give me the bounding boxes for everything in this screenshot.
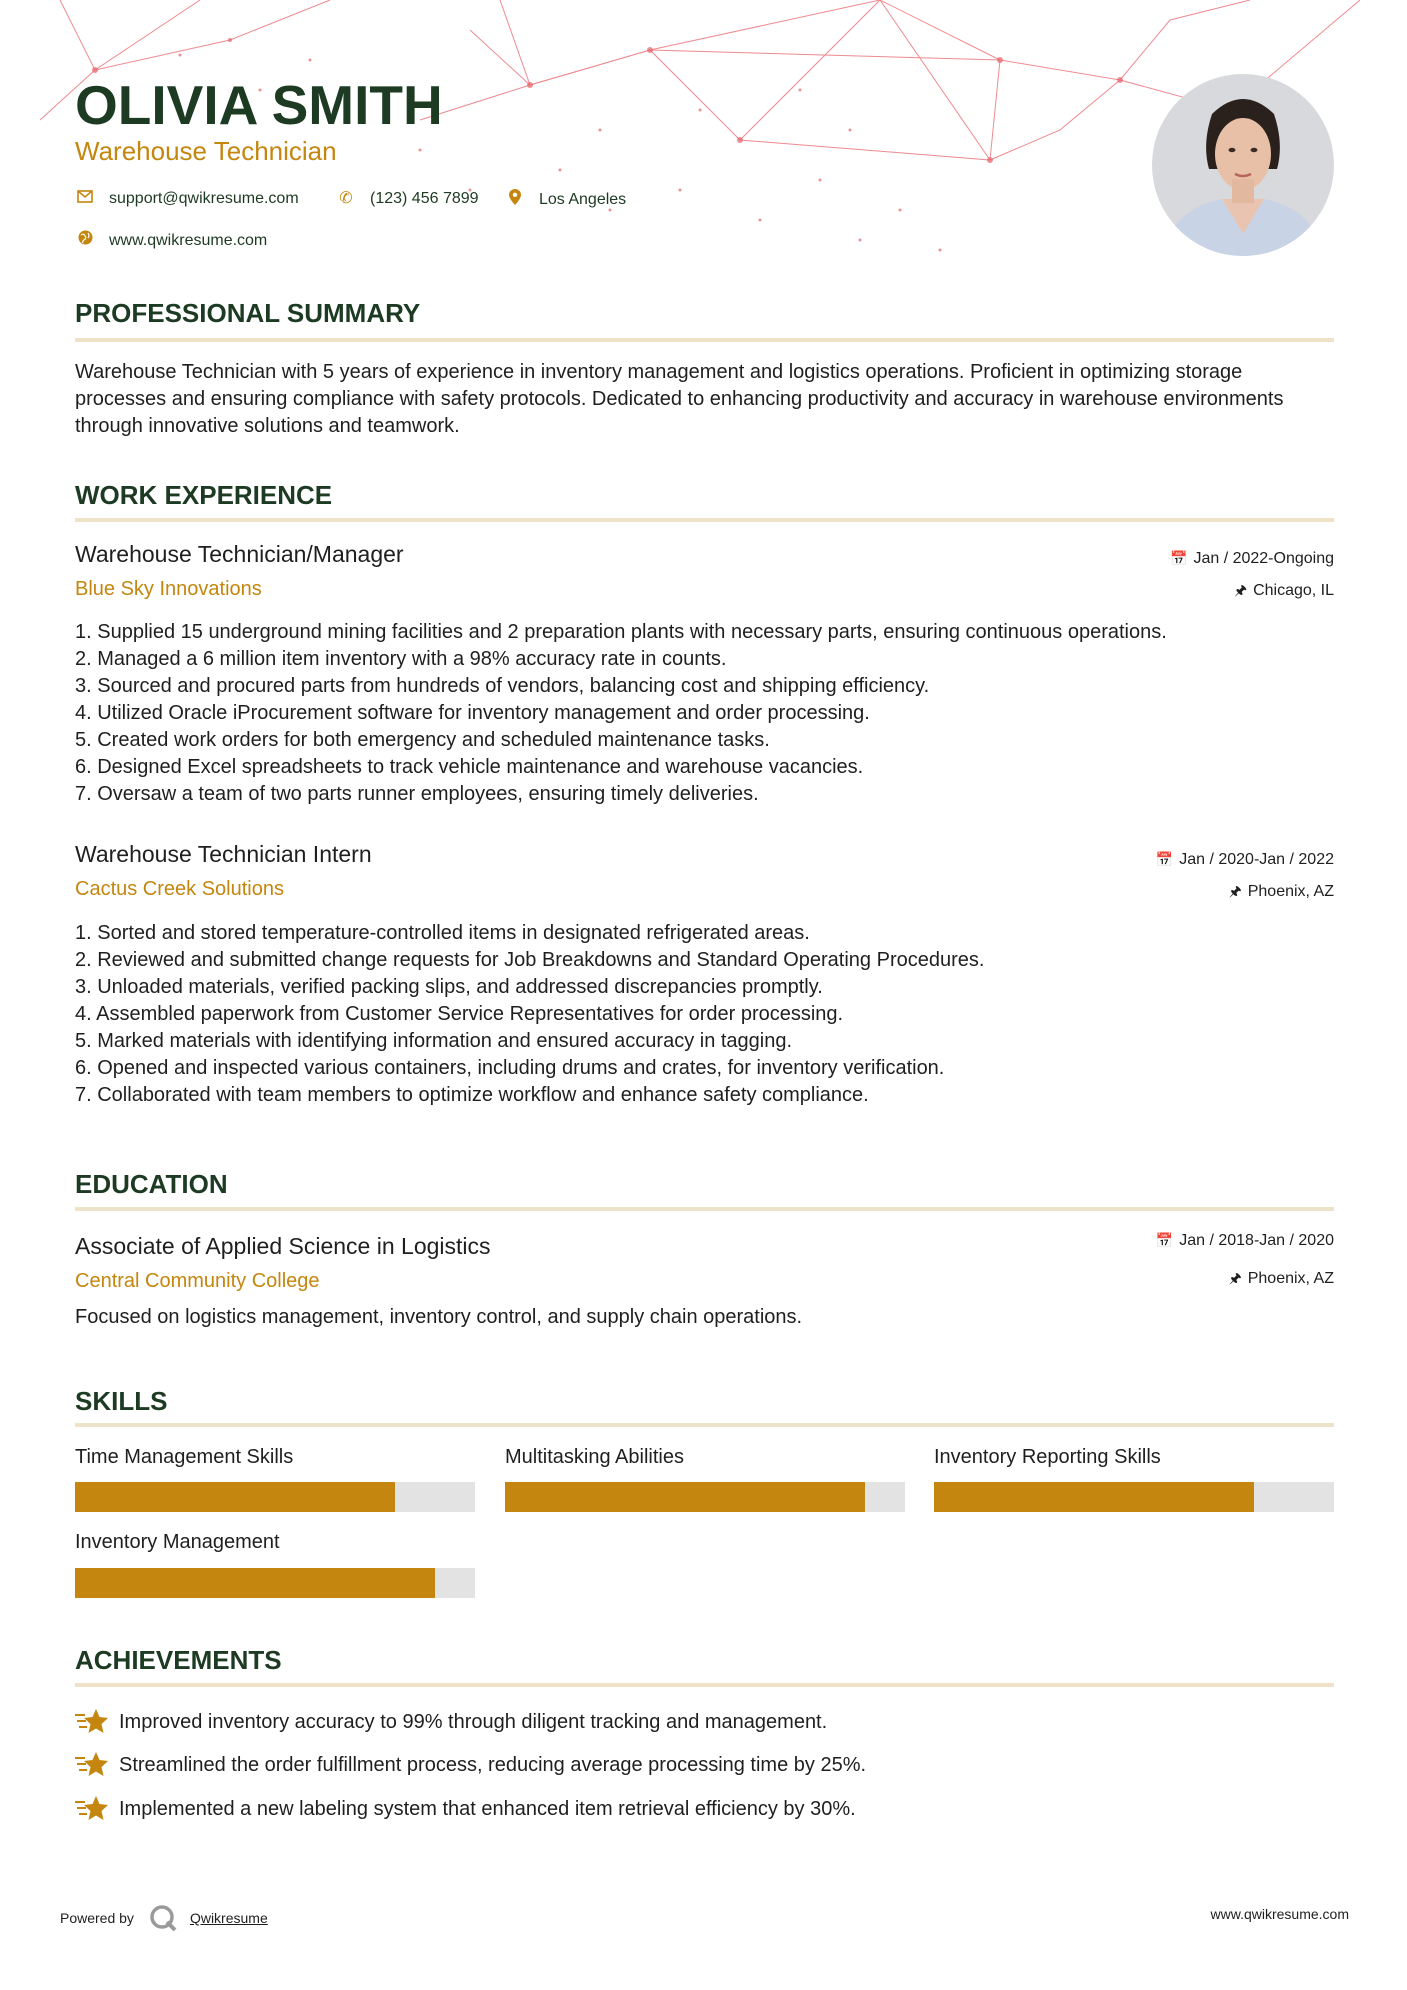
contact-phone[interactable]: [336, 189, 479, 209]
section-divider: [75, 1683, 1334, 1687]
star-icon: [75, 1707, 109, 1737]
footer-website[interactable]: www.qwikresume.com: [1210, 1906, 1349, 1922]
contact-email[interactable]: [75, 189, 299, 209]
job-location-text: Phoenix, AZ: [1247, 883, 1334, 900]
summary-heading: PROFESSIONAL SUMMARY: [75, 298, 421, 328]
list-item: 1. Sorted and stored temperature-controlled items in designated refrigerated areas.: [75, 922, 810, 944]
achievements-heading: ACHIEVEMENTS: [75, 1645, 282, 1675]
location-text: Los Angeles: [539, 191, 627, 208]
job-title: Warehouse Technician Intern: [75, 841, 372, 867]
achievement-text: Streamlined the order fulfillment process, reducing average processing time by 25%.: [119, 1754, 867, 1776]
map-pin-icon: [505, 189, 525, 211]
job-dates: [1170, 548, 1334, 569]
star-icon: [75, 1750, 109, 1780]
contact-website[interactable]: [75, 230, 267, 251]
list-item: 2. Reviewed and submitted change requests for Job Breakdowns and Standard Operating Procedures.: [75, 949, 985, 971]
job-dates-text: Jan / 2020-Jan / 2022: [1179, 851, 1334, 868]
phone-text[interactable]: (123) 456 7899: [370, 190, 479, 207]
achievement-item: [75, 1707, 827, 1737]
list-item: 4. Utilized Oracle iProcurement software for inventory management and order processing.: [75, 702, 870, 724]
job-company: Blue Sky Innovations: [75, 578, 262, 600]
experience-heading: WORK EXPERIENCE: [75, 480, 333, 510]
list-item: 6. Opened and inspected various containers, including drums and crates, for inventory verification.: [75, 1057, 945, 1079]
pin-icon: 🖈: [1228, 1270, 1242, 1286]
achievement-text: Improved inventory accuracy to 99% through diligent tracking and management.: [119, 1711, 828, 1733]
list-item: 2. Managed a 6 million item inventory with a 98% accuracy rate in counts.: [75, 648, 727, 670]
education-description: Focused on logistics management, inventory control, and supply chain operations.: [75, 1306, 803, 1328]
powered-by-text: Powered by: [60, 1910, 134, 1926]
star-icon: [75, 1794, 109, 1824]
job-responsibilities: [75, 619, 1334, 808]
job-title: Warehouse Technician/Manager: [75, 541, 404, 567]
skill-bar-fill: [75, 1482, 395, 1512]
section-divider: [75, 338, 1334, 342]
achievement-item: [75, 1794, 856, 1824]
skill-bar: [75, 1568, 475, 1598]
list-item: 5. Marked materials with identifying information and ensured accuracy in tagging.: [75, 1030, 793, 1052]
calendar-icon: 📅: [1155, 851, 1174, 867]
calendar-icon: 📅: [1155, 1232, 1174, 1248]
list-item: 3. Unloaded materials, verified packing slips, and addressed discrepancies promptly.: [75, 976, 823, 998]
pin-icon: 🖈: [1228, 883, 1242, 899]
section-divider: [75, 518, 1334, 522]
profile-photo: [1152, 74, 1334, 256]
candidate-title: Warehouse Technician: [75, 136, 337, 166]
email-text[interactable]: support@qwikresume.com: [109, 190, 299, 207]
list-item: 7. Collaborated with team members to optimize workflow and enhance safety compliance.: [75, 1084, 869, 1106]
job-dates: [1156, 849, 1334, 870]
achievement-text: Implemented a new labeling system that enhanced item retrieval efficiency by 30%.: [119, 1798, 856, 1820]
job-responsibilities: [75, 920, 1334, 1109]
skill-bar-fill: [75, 1568, 435, 1598]
skills-heading: SKILLS: [75, 1386, 168, 1416]
brand-link[interactable]: Qwikresume: [189, 1910, 268, 1926]
envelope-icon: [75, 189, 95, 209]
achievement-item: [75, 1750, 866, 1780]
skill-label: Inventory Reporting Skills: [934, 1446, 1161, 1468]
skill-label: Inventory Management: [75, 1531, 280, 1553]
education-location-text: Phoenix, AZ: [1247, 1270, 1334, 1287]
skill-label: Time Management Skills: [75, 1446, 294, 1468]
education-heading: EDUCATION: [75, 1169, 228, 1199]
footer-powered-by: [60, 1903, 268, 1933]
summary-text: Warehouse Technician with 5 years of experience in inventory management and logistics operations. Proficient in optimizing storage processes and ensuring compliance with safety protocols. Dedicated to enhancing productivity and accuracy in warehouse environments through innovative solutions and teamwork.: [75, 361, 1284, 437]
list-item: 1. Supplied 15 underground mining facilities and 2 preparation plants with necessary parts, ensuring continuous operations.: [75, 621, 1167, 643]
skill-bar: [505, 1482, 905, 1512]
list-item: 5. Created work orders for both emergency and scheduled maintenance tasks.: [75, 729, 770, 751]
list-item: 6. Designed Excel spreadsheets to track vehicle maintenance and warehouse vacancies.: [75, 756, 864, 778]
skill-bar: [934, 1482, 1334, 1512]
education-dates: [1156, 1230, 1334, 1251]
list-item: 4. Assembled paperwork from Customer Service Representatives for order processing.: [75, 1003, 844, 1025]
website-text[interactable]: www.qwikresume.com: [109, 231, 268, 249]
skill-bar-fill: [505, 1482, 865, 1512]
job-location: [1229, 881, 1334, 902]
globe-icon: [75, 230, 95, 251]
candidate-name: OLIVIA SMITH: [75, 74, 443, 136]
section-divider: [75, 1423, 1334, 1427]
job-location: [1234, 580, 1334, 601]
section-divider: [75, 1207, 1334, 1211]
job-location-text: Chicago, IL: [1253, 582, 1334, 599]
school-name: Central Community College: [75, 1270, 320, 1292]
contact-location: [505, 189, 626, 211]
pin-icon: 🖈: [1234, 582, 1248, 598]
qwikresume-logo: [148, 1903, 178, 1933]
skill-label: Multitasking Abilities: [505, 1446, 684, 1468]
degree-title: Associate of Applied Science in Logistics: [75, 1233, 491, 1259]
education-location: [1229, 1268, 1334, 1289]
calendar-icon: 📅: [1170, 550, 1188, 566]
list-item: 3. Sourced and procured parts from hundreds of vendors, balancing cost and shipping efficiency.: [75, 675, 930, 697]
job-company: Cactus Creek Solutions: [75, 878, 284, 900]
list-item: 7. Oversaw a team of two parts runner employees, ensuring timely deliveries.: [75, 783, 759, 805]
skill-bar-fill: [934, 1482, 1254, 1512]
skill-bar: [75, 1482, 475, 1512]
job-dates-text: Jan / 2022-Ongoing: [1193, 550, 1334, 567]
phone-icon: ✆: [339, 190, 353, 207]
education-dates-text: Jan / 2018-Jan / 2020: [1179, 1232, 1334, 1249]
